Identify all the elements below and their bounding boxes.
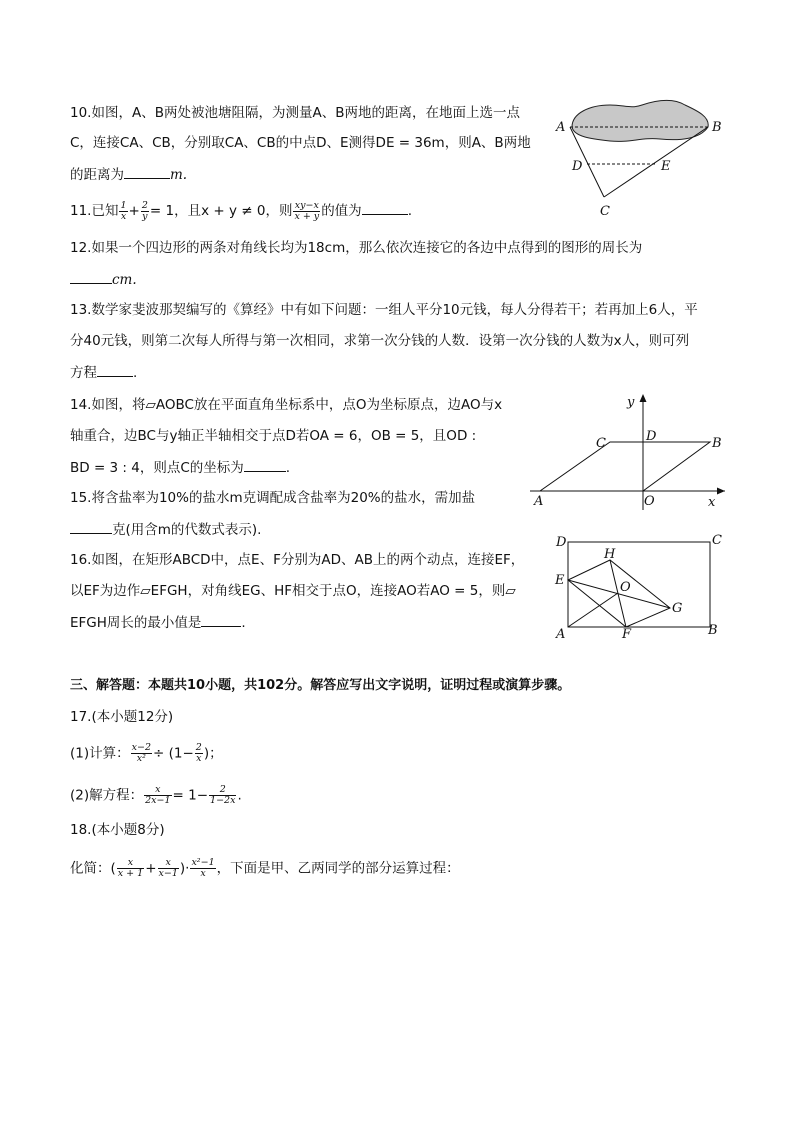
q12-line1: 12.如果一个四边形的两条对角线长均为18cm，那么依次连接它的各边中点得到的图形的周长为 <box>70 240 643 256</box>
q18-prefix: 化简：( <box>70 860 116 877</box>
label-C: C <box>600 204 610 219</box>
divide-expression: ÷ (1− <box>153 745 194 762</box>
q17-part2 <box>70 785 242 806</box>
q14-line3 <box>70 457 290 478</box>
fraction <box>190 858 215 879</box>
fraction-2-over-y <box>141 201 149 222</box>
label-C: C <box>596 436 606 451</box>
x-axis-arrow <box>717 488 725 495</box>
close-paren: )； <box>203 745 223 762</box>
q14-line2: 轴重合，边BC与y轴正半轴相交于点D若OA = 6，OB = 5，且OD : <box>70 428 477 444</box>
label-G: G <box>672 601 683 616</box>
label-O: O <box>644 494 655 509</box>
q16-line3 <box>70 612 246 633</box>
q13-line3 <box>70 362 137 383</box>
section-heading: 三、解答题：本题共10小题，共102分。解答应写出文字说明，证明过程或演算步骤。 <box>70 678 571 693</box>
q14-line1: 14.如图，将▱AOBC放在平面直角坐标系中，点O为坐标原点，边AO与x <box>70 397 503 413</box>
pond-shape <box>572 101 708 142</box>
answer-blank <box>124 164 170 179</box>
equation-middle: = 1− <box>172 787 209 804</box>
answer-blank <box>201 612 241 627</box>
q11-prefix: 11.已知 <box>70 203 119 219</box>
label-D: D <box>646 429 657 444</box>
q15-line1: 15.将含盐率为10%的盐水m克调配成含盐率为20%的盐水，需加盐 <box>70 490 476 506</box>
q17-part1 <box>70 743 223 764</box>
q15-line2-text: 克(用含m的代数式表示). <box>112 522 262 538</box>
period: . <box>241 615 246 631</box>
fraction <box>158 858 179 879</box>
fraction-numerator: x <box>117 858 144 869</box>
answer-blank <box>97 362 133 377</box>
q17-part2-label: (2)解方程： <box>70 787 144 804</box>
answer-blank <box>362 200 408 215</box>
rectangle-ABCD <box>568 542 710 627</box>
fraction-numerator: x <box>158 858 179 869</box>
answer-blank <box>70 269 112 284</box>
label-C: C <box>712 533 722 548</box>
fraction-numerator: x²−1 <box>191 857 215 868</box>
period: . <box>285 460 291 476</box>
label-B: B <box>708 623 718 638</box>
q11-condition: = 1，且x + y ≠ 0，则 <box>149 203 293 219</box>
parallelogram-coordinate-figure <box>530 390 730 515</box>
fraction-denominator: x² <box>136 753 146 764</box>
fraction-denominator: 1−2x <box>210 795 236 806</box>
fraction-denominator: x <box>200 868 206 879</box>
answer-blank <box>244 457 286 472</box>
fraction-numerator: x <box>144 785 171 796</box>
parallelogram-AOBC <box>540 442 710 491</box>
fraction-denominator: x + 1 <box>117 868 144 879</box>
fraction-denominator: y <box>142 210 148 222</box>
fraction <box>144 785 171 806</box>
fraction-expression <box>293 201 320 222</box>
answer-blank <box>70 519 112 534</box>
label-D: D <box>556 535 567 550</box>
y-axis-arrow <box>640 394 647 402</box>
q12-unit: cm. <box>112 272 137 288</box>
label-O: O <box>620 580 631 595</box>
q10-line1: 10.如图，A、B两处被池塘阻隔，为测量A、B两地的距离，在地面上选一点 <box>70 105 520 121</box>
diagonal-EG <box>568 580 670 608</box>
fraction <box>195 743 203 764</box>
q10-line2: C，连接CA、CB，分别取CA、CB的中点D、E测得DE = 36m，则A、B两地 <box>70 135 531 151</box>
plus-sign: + <box>145 860 157 877</box>
label-F: F <box>622 627 632 642</box>
q17-part1-label: (1)计算： <box>70 745 130 762</box>
fraction-denominator: 2x−1 <box>145 795 171 806</box>
q16-line3-text: EFGH周长的最小值是 <box>70 615 202 631</box>
label-y: y <box>627 395 635 410</box>
q18-title: 18.(本小题8分) <box>70 822 165 838</box>
q13-line3-text: 方程 <box>70 365 97 381</box>
label-B: B <box>712 436 722 451</box>
q14-line3-text: BD = 3 : 4，则点C的坐标为 <box>70 460 244 476</box>
label-D: D <box>572 159 583 174</box>
label-E: E <box>661 159 671 174</box>
fraction <box>209 785 236 806</box>
fraction <box>131 743 152 764</box>
fraction <box>117 858 144 879</box>
q11-suffix: 的值为 <box>321 203 362 219</box>
q13-line1: 13.数学家斐波那契编写的《算经》中有如下问题：一组人平分10元钱，每人分得若干；若再加上6人，平 <box>70 302 698 318</box>
period: . <box>407 203 412 219</box>
q15-line2 <box>70 519 261 540</box>
q18-expression <box>70 858 460 879</box>
fraction-denominator: x + y <box>294 210 320 222</box>
fraction-numerator: 1 <box>120 199 127 211</box>
fraction-denominator: x <box>196 753 202 764</box>
q12-line2 <box>70 269 137 290</box>
plus-sign: + <box>128 203 140 219</box>
q13-line2: 分40元钱，则第二次每人所得与第一次相同，求第一次分钱的人数．设第一次分钱的人数为x人，则可列 <box>70 333 690 349</box>
period: . <box>237 787 242 804</box>
multiply-sign: )· <box>179 860 190 877</box>
label-H: H <box>604 547 616 562</box>
q11-line <box>70 200 412 222</box>
fraction-1-over-x <box>119 201 127 222</box>
label-A: A <box>556 627 566 642</box>
fraction-numerator: x−2 <box>131 742 151 753</box>
fraction-numerator: 2 <box>209 785 236 796</box>
period: . <box>133 365 138 381</box>
q17-title: 17.(本小题12分) <box>70 709 174 725</box>
fraction-numerator: 2 <box>195 742 202 753</box>
label-A: A <box>534 494 544 509</box>
label-A: A <box>556 120 566 135</box>
label-x: x <box>708 495 716 510</box>
fraction-denominator: x <box>120 210 127 222</box>
q16-line2: 以EF为边作▱EFGH，对角线EG、HF相交于点O，连接AO若AO = 5，则▱ <box>70 583 516 599</box>
q16-line1: 16.如图，在矩形ABCD中，点E、F分别为AD、AB上的两个动点，连接EF， <box>70 552 525 568</box>
fraction-numerator: xy−x <box>294 199 319 211</box>
rectangle-parallelogram-figure <box>550 530 730 645</box>
fraction-denominator: x−1 <box>158 868 178 879</box>
q18-suffix: ，下面是甲、乙两同学的部分运算过程： <box>216 860 460 877</box>
label-B: B <box>712 120 722 135</box>
q10-line3-text: 的距离为 <box>70 167 124 183</box>
pond-triangle-figure <box>550 95 730 225</box>
fraction-numerator: 2 <box>141 199 148 211</box>
q10-line3 <box>70 164 187 185</box>
label-E: E <box>555 573 565 588</box>
segment-AO <box>568 593 618 627</box>
q10-unit: m. <box>170 167 188 183</box>
